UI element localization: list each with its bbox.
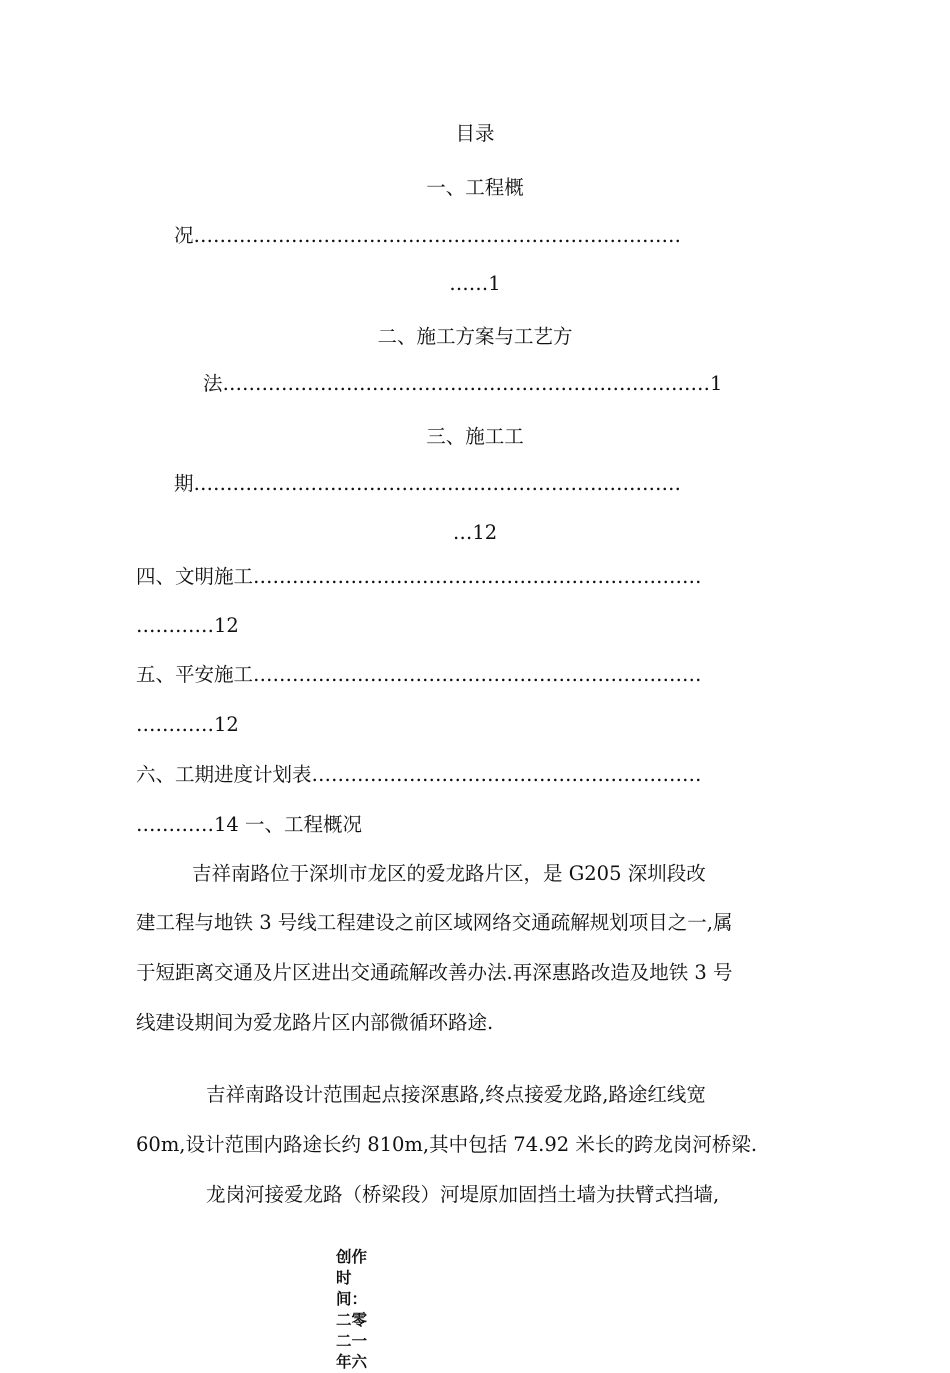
toc-entry-6: 六、工期进度计划表…………………………………………………… <box>136 763 702 786</box>
toc-entry-3-page: …12 <box>452 521 498 544</box>
toc-entry-5: 五、平安施工…………………………………………………………… <box>136 663 702 686</box>
toc-entry-4: 四、文明施工…………………………………………………………… <box>136 565 702 588</box>
paragraph-2-line-1: 吉祥南路设计范围起点接深惠路,终点接爱龙路,路途红线宽 <box>206 1083 706 1106</box>
paragraph-2-line-2: 60m,设计范围内路途长约 810m,其中包括 74.92 米长的跨龙岗河桥梁. <box>136 1133 758 1156</box>
toc-entry-3-leader: 期………………………………………………………………… <box>174 472 681 495</box>
paragraph-1-line-4: 线建设期间为爱龙路片区内部微循环路途. <box>136 1011 494 1034</box>
toc-entry-5-page: …………12 <box>136 713 239 736</box>
toc-entry-1-page: ……1 <box>449 272 501 295</box>
toc-entry-6-page-and-section-heading: …………14 一、工程概况 <box>136 813 363 836</box>
paragraph-1-line-2: 建工程与地铁 3 号线工程建设之前区域网络交通疏解规划项目之一,属 <box>136 911 733 934</box>
toc-entry-4-page: …………12 <box>136 614 239 637</box>
toc-heading: 目录 <box>455 122 495 145</box>
toc-entry-2-leader: 法…………………………………………………………………1 <box>203 372 723 395</box>
creation-time-stamp: 创作时间：二零二一年六 <box>336 1248 368 1371</box>
toc-entry-3-title: 三、施工工 <box>426 425 524 448</box>
toc-entry-1-leader: 况………………………………………………………………… <box>174 224 681 247</box>
toc-entry-2-title: 二、施工方案与工艺方 <box>377 325 573 348</box>
paragraph-3-line-1: 龙岗河接爱龙路（桥梁段）河堤原加固挡土墙为扶臂式挡墙, <box>206 1183 720 1206</box>
paragraph-1-line-3: 于短距离交通及片区进出交通疏解改善办法.再深惠路改造及地铁 3 号 <box>136 961 733 984</box>
paragraph-1-line-1: 吉祥南路位于深圳市龙区的爱龙路片区，是 G205 深圳段改 <box>192 862 706 885</box>
toc-entry-1-title: 一、工程概 <box>426 176 524 199</box>
